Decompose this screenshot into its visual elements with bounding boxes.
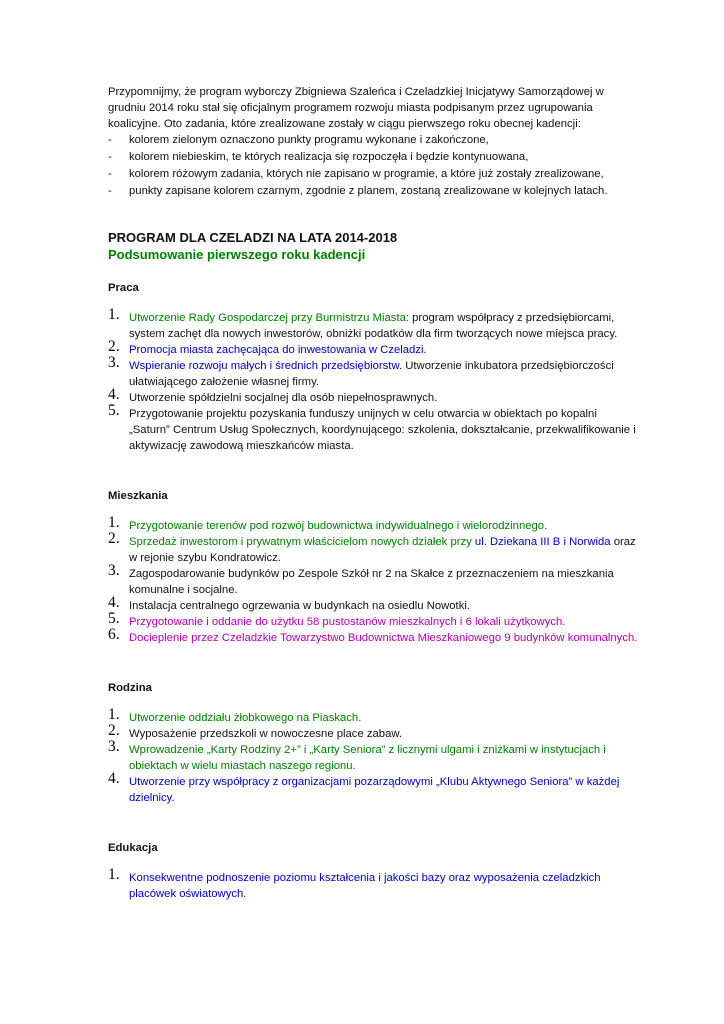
legend-item: - kolorem różowym zadania, których nie zapisano w programie, a które już zostały zrealizowane, xyxy=(108,168,604,180)
edukacja-list xyxy=(108,866,638,902)
list-item: 4. Utworzenie spółdzielni socjalnej dla osób niepełnosprawnych. xyxy=(108,386,438,404)
section-title-edukacja: Edukacja xyxy=(108,842,158,854)
legend-item: - punkty zapisane kolorem czarnym, zgodnie z planem, zostaną zrealizowane w kolejnych latach. xyxy=(108,185,608,197)
list-item: 4. Instalacja centralnego ogrzewania w budynkach na osiedlu Nowotki. xyxy=(108,594,470,612)
section-title-rodzina: Rodzina xyxy=(108,682,152,694)
list-item: 5. Przygotowanie projektu pozyskania funduszy unijnych w celu otwarcia w obiektach po kopalni „Saturn” Centrum Usług Społecznych, koordynującego: szkolenia, dokształcanie, przekwalifikowanie i aktywizację zawodową mieszkańców miasta. xyxy=(108,402,636,452)
section-title-mieszkania: Mieszkania xyxy=(108,490,168,502)
mieszkania-list xyxy=(108,514,638,646)
list-item: 1. Utworzenie Rady Gospodarczej przy Burmistrzu Miasta: program współpracy z przedsiębiorcami, system zachęt dla nowych inwestorów, obniżki podatków dla firm tworzących nowe miejsca pracy. xyxy=(108,306,618,340)
legend-item: - kolorem zielonym oznaczono punkty programu wykonane i zakończone, xyxy=(108,134,489,146)
list-item: 1. Konsekwentne podnoszenie poziomu kształcenia i jakości bazy oraz wyposażenia czeladzkich placówek oświatowych. xyxy=(108,866,601,900)
list-item: 4. Utworzenie przy współpracy z organizacjami pozarządowymi „Klubu Aktywnego Seniora” w każdej dzielnicy. xyxy=(108,770,620,804)
list-item: 5. Przygotowanie i oddanie do użytku 58 pustostanów mieszkalnych i 6 lokali użytkowych. xyxy=(108,610,566,628)
rodzina-list xyxy=(108,706,638,806)
program-subtitle: Podsumowanie pierwszego roku kadencji xyxy=(108,247,366,262)
list-item: 6. Docieplenie przez Czeladzkie Towarzystwo Budownictwa Mieszkaniowego 9 budynków komunalnych. xyxy=(108,626,638,644)
list-item: 2. Promocja miasta zachęcająca do inwestowania w Czeladzi. xyxy=(108,338,427,356)
document-page xyxy=(108,84,638,902)
list-item: 3. Zagospodarowanie budynków po Zespole Szkół nr 2 na Skałce z przeznaczeniem na mieszkania komunalne i socjalne. xyxy=(108,562,614,596)
list-item: 2. Sprzedaż inwestorom i prywatnym właścicielom nowych działek przy ul. Dziekana III B i Norwida oraz w rejonie szybu Kondratowicz. xyxy=(108,530,636,564)
program-title: PROGRAM DLA CZELADZI NA LATA 2014-2018 xyxy=(108,230,398,245)
list-item: 3. Wprowadzenie „Karty Rodziny 2+” i „Karty Seniora” z licznymi ulgami i zniżkami w instytucjach i obiektach w wielu miastach naszego regionu. xyxy=(108,738,606,772)
list-item: 1. Utworzenie oddziału żłobkowego na Piaskach. xyxy=(108,706,362,724)
intro-paragraph: Przypomnijmy, że program wyborczy Zbigniewa Szaleńca i Czeladzkiej Inicjatywy Samorządowej w grudniu 2014 roku stał się oficjalnym programem rozwoju miasta podpisanym przez ugrupowania koalicyjne. Oto zadania, które zrealizowane zostały w ciągu pierwszego roku obecnej kadencji: xyxy=(108,86,604,130)
praca-list xyxy=(108,306,638,454)
list-item: 1. Przygotowanie terenów pod rozwój budownictwa indywidualnego i wielorodzinnego. xyxy=(108,514,548,532)
section-title-praca: Praca xyxy=(108,282,139,294)
list-item: 3. Wspieranie rozwoju małych i średnich przedsiębiorstw. Utworzenie inkubatora przedsiębiorczości ułatwiającego założenie własnej firmy. xyxy=(108,354,614,388)
color-legend-list xyxy=(108,132,638,200)
list-item: 2. Wyposażenie przedszkoli w nowoczesne place zabaw. xyxy=(108,722,403,740)
legend-item: - kolorem niebieskim, te których realizacja się rozpoczęła i będzie kontynuowana, xyxy=(108,151,529,163)
